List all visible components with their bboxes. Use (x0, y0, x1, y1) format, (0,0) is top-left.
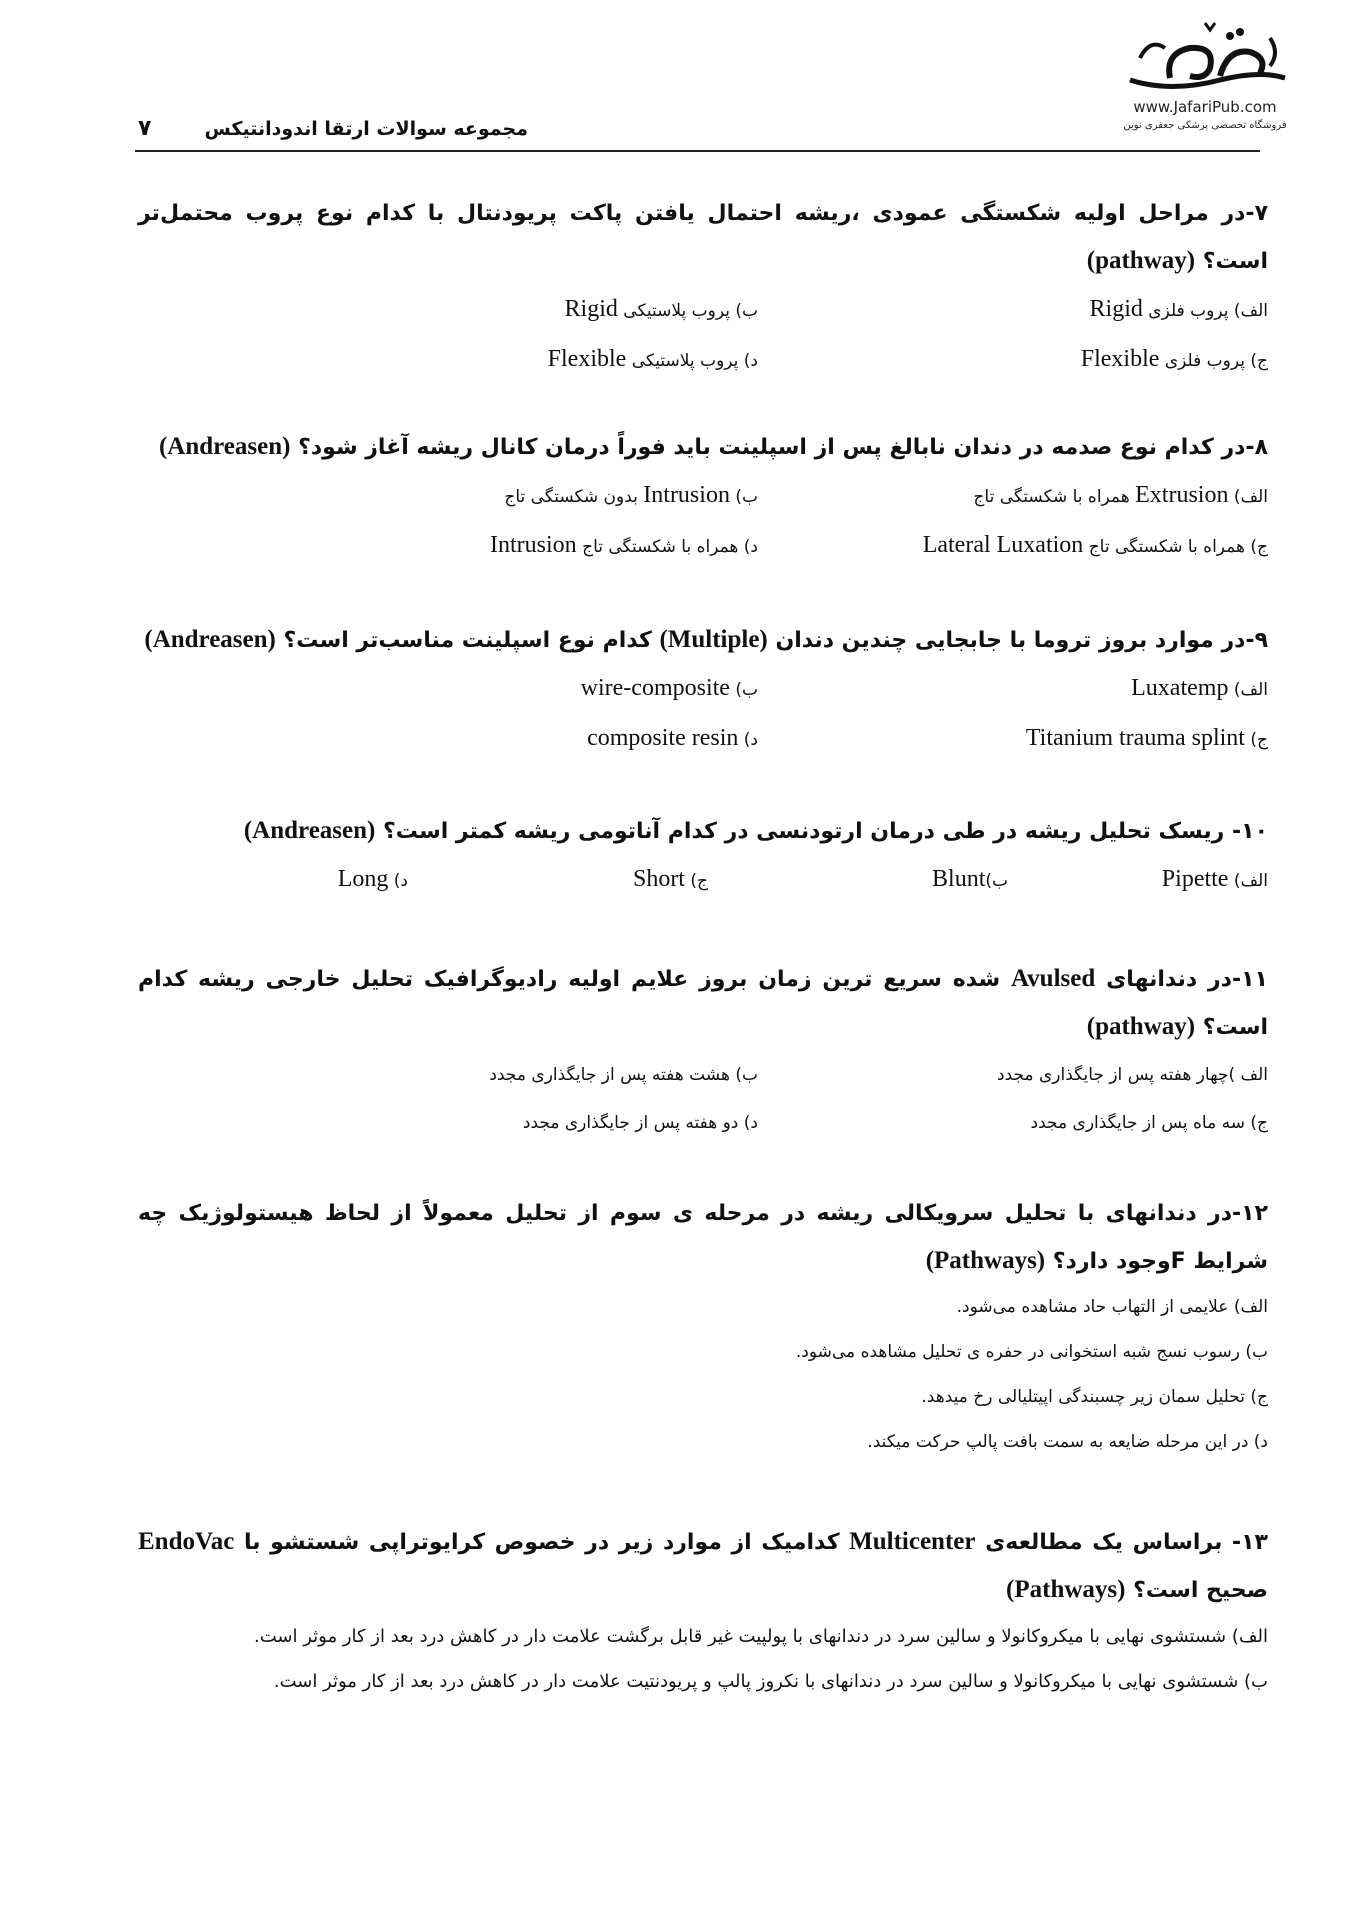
option-a: الف) علایمی از التهاب حاد مشاهده می‌شود. (956, 1297, 1268, 1317)
source-tag: (pathway) (1086, 247, 1196, 274)
option-b: ب) هشت هفته پس از جایگذاری مجدد (489, 1065, 758, 1085)
question-stem: ۱۲-در دندانهای با تحلیل سرویکالی ریشه در مرحله ی سوم از تحلیل معمولاً از لحاظ هیستولوژیک چه شرایط Fوجود دارد؟ (Pathways) (138, 1201, 1268, 1274)
question-8 (138, 423, 1268, 571)
option-c: ج) پروب فلزی Flexible (1080, 346, 1268, 372)
logo-url: www.JafariPub.com (1133, 98, 1277, 116)
option-a: الف) پروب فلزی Rigid (1089, 296, 1268, 322)
option-d: د) composite resin (587, 725, 758, 751)
option-d: د) دو هفته پس از جایگذاری مجدد (522, 1113, 758, 1133)
question-7 (138, 190, 1268, 385)
question-11 (138, 955, 1268, 1147)
option-a: الف) Pipette (1161, 866, 1268, 892)
source-tag: (Andreasen) (243, 817, 376, 844)
option-b: ب) پروب پلاستیکی Rigid (564, 296, 758, 322)
options (138, 664, 1268, 764)
option-b: ب) شستشوی نهایی با میکروکانولا و سالین سرد در دندانهای با نکروز پالپ و پریودنتیت علامت دار در کاهش درد بعد از کار موثر است. (273, 1671, 1268, 1692)
option-d: د) Long (337, 866, 408, 892)
option-a: الف) شستشوی نهایی با میکروکانولا و سالین سرد در دندانهای با پولپیت غیر قابل برگشت علامت دار در کاهش درد بعد از کار موثر است. (254, 1626, 1268, 1647)
question-stem: ۷-در مراحل اولیه شکستگی عمودی ،ریشه احتمال یافتن پاکت پریودنتال با کدام نوع پروب محتمل‌تر است؟ (pathway) (138, 201, 1268, 274)
question-10 (138, 807, 1268, 905)
source-tag: (Andreasen) (144, 626, 276, 653)
option-b: ب)Blunt (932, 866, 1008, 892)
source-tag: (Pathways) (1006, 1576, 1126, 1603)
option-c: ج) همراه با شکستگی تاج Lateral Luxation (922, 532, 1268, 558)
page-number: ۷ (138, 116, 152, 141)
option-b: ب) Intrusion بدون شکستگی تاج (504, 482, 758, 508)
option-b: ب) رسوب نسج شبه استخوانی در حفره ی تحلیل مشاهده می‌شود. (795, 1342, 1268, 1362)
option-d: د) در این مرحله ضایعه به سمت بافت پالپ حرکت میکند. (867, 1432, 1268, 1452)
question-stem: ۱۰- ریسک تحلیل ریشه در طی درمان ارتودنسی در کدام آناتومی ریشه کمتر است؟ (Andreasen) (243, 817, 1268, 844)
question-12 (138, 1190, 1268, 1465)
option-a: الف )چهار هفته پس از جایگذاری مجدد (997, 1065, 1268, 1085)
options (138, 855, 1268, 905)
question-stem: ۱۱-در دندانهای Avulsed شده سریع ترین زمان بروز علایم اولیه رادیوگرافیک تحلیل خارجی ریشه کدام است؟ (pathway) (138, 965, 1268, 1040)
option-d: د) همراه با شکستگی تاج Intrusion (490, 532, 758, 558)
options (138, 1051, 1268, 1147)
options (138, 471, 1268, 571)
question-stem: ۸-در کدام نوع صدمه در دندان نابالغ پس از اسپلینت باید فوراً درمان کانال ریشه آغاز شود؟ (Andreasen) (158, 433, 1268, 460)
question-9 (138, 616, 1268, 764)
source-tag: (Pathways) (925, 1247, 1046, 1274)
option-a: الف) Extrusion همراه با شکستگی تاج (973, 482, 1268, 508)
logo-caption: فروشگاه تخصصی پزشکی جعفری نوین (1123, 120, 1287, 131)
option-c: ج) Short (632, 866, 708, 892)
book-title: مجموعه سوالات ارتقا اندودانتیکس (204, 118, 528, 140)
question-stem: ۹-در موارد بروز تروما با جابجایی چندین دندان (Multiple) کدام نوع اسپلینت مناسب‌تر است؟ (Andreasen) (144, 626, 1268, 653)
options (138, 285, 1268, 385)
option-c: ج) تحلیل سمان زیر چسبندگی اپیتلیالی رخ میدهد. (921, 1387, 1268, 1407)
option-a: الف) Luxatemp (1131, 675, 1268, 701)
publisher-logo (1100, 18, 1310, 153)
option-c: ج) Titanium trauma splint (1025, 725, 1268, 751)
option-d: د) پروب پلاستیکی Flexible (547, 346, 758, 372)
question-13 (138, 1518, 1268, 1704)
option-b: ب) wire-composite (580, 675, 758, 701)
jafari-logo-icon (1110, 18, 1300, 98)
question-stem: ۱۳- براساس یک مطالعه‌ی Multicenter کدامیک از موارد زیر در خصوص کرایوتراپی شستشو با EndoVac صحیح است؟ (Pathways) (138, 1528, 1268, 1603)
header-divider (135, 150, 1260, 152)
source-tag: (pathway) (1086, 1013, 1196, 1040)
option-c: ج) سه ماه پس از جایگذاری مجدد (1030, 1113, 1268, 1133)
source-tag: (Andreasen) (158, 433, 291, 460)
